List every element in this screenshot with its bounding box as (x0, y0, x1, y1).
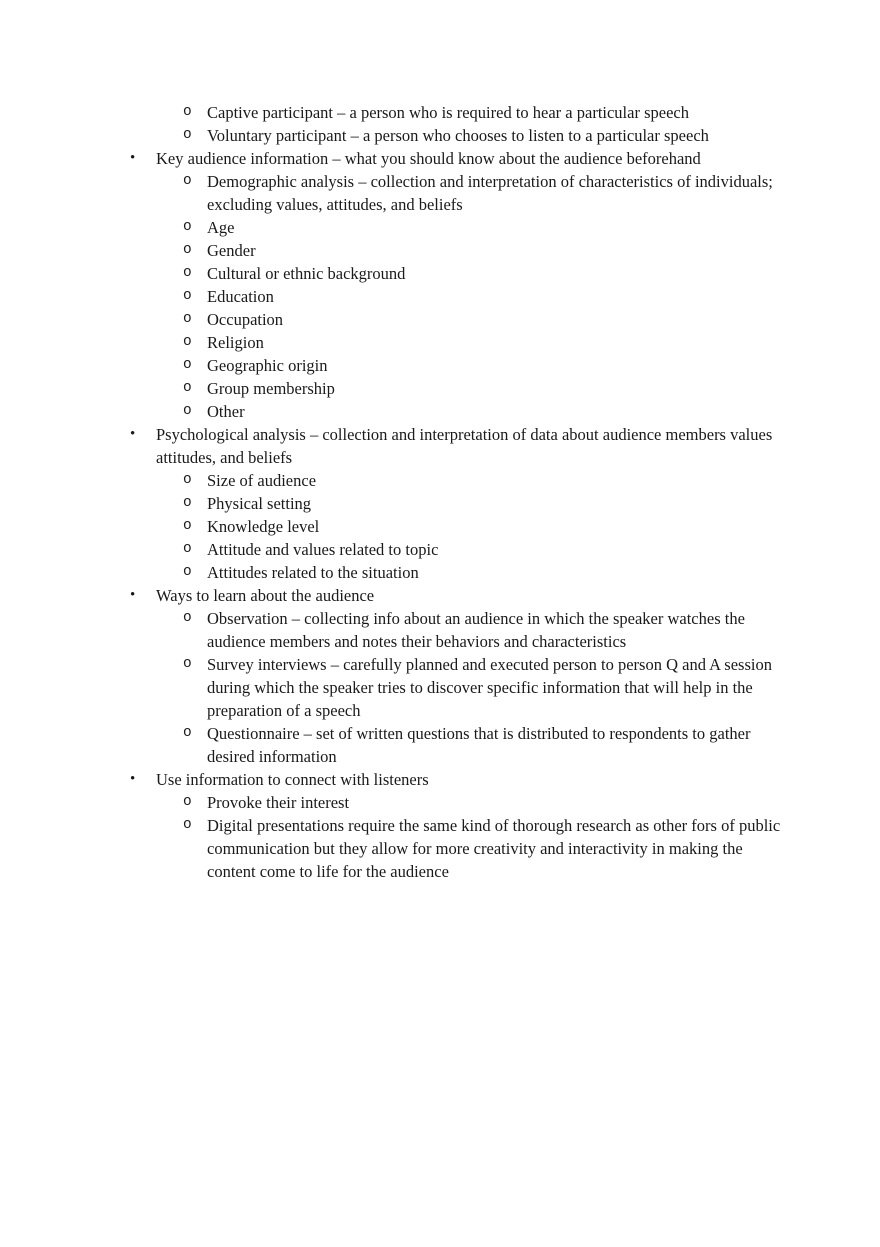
outline-item-text: Other (207, 402, 245, 421)
outline-item-text: Captive participant – a person who is required to hear a particular speech (207, 103, 689, 122)
outline-item (0, 331, 790, 354)
outline-item (0, 285, 790, 308)
outline-list (0, 101, 790, 883)
outline-item (0, 722, 790, 768)
bullet-circle-icon: o (183, 311, 192, 327)
outline-item (0, 607, 790, 653)
outline-item-text: Religion (207, 333, 264, 352)
outline-item-text: Occupation (207, 310, 284, 329)
bullet-circle-icon: o (183, 564, 192, 580)
outline-item (0, 400, 790, 423)
bullet-circle-icon: o (183, 357, 192, 373)
outline-item-text: Observation – collecting info about an audience in which the speaker watches the audience members and notes their behaviors and characteristics (207, 609, 745, 651)
bullet-disc-icon: • (130, 150, 136, 166)
outline-item (0, 262, 790, 285)
outline-item (0, 584, 790, 607)
outline-item-text: Voluntary participant – a person who chooses to listen to a particular speech (207, 126, 709, 145)
outline-item-text: Questionnaire – set of written questions that is distributed to respondents to gather desired information (207, 724, 751, 766)
outline-item (0, 308, 790, 331)
outline-item (0, 239, 790, 262)
bullet-circle-icon: o (183, 104, 192, 120)
outline-item (0, 377, 790, 400)
bullet-circle-icon: o (183, 334, 192, 350)
outline-item-text: Gender (207, 241, 256, 260)
outline-item (0, 791, 790, 814)
bullet-circle-icon: o (183, 288, 192, 304)
bullet-circle-icon: o (183, 403, 192, 419)
bullet-disc-icon: • (130, 587, 136, 603)
outline-item (0, 101, 790, 124)
outline-item (0, 124, 790, 147)
outline-item-text: Knowledge level (207, 517, 320, 536)
bullet-circle-icon: o (183, 242, 192, 258)
outline-item-text: Geographic origin (207, 356, 328, 375)
bullet-circle-icon: o (183, 380, 192, 396)
outline-item-text: Age (207, 218, 235, 237)
bullet-circle-icon: o (183, 656, 192, 672)
outline-item (0, 538, 790, 561)
outline-item-text: Physical setting (207, 494, 312, 513)
outline-item (0, 561, 790, 584)
outline-item (0, 170, 790, 216)
bullet-circle-icon: o (183, 610, 192, 626)
outline-item-text: Education (207, 287, 274, 306)
outline-item-text: Use information to connect with listeners (156, 770, 429, 789)
bullet-circle-icon: o (183, 127, 192, 143)
outline-item (0, 147, 790, 170)
outline-item (0, 354, 790, 377)
bullet-circle-icon: o (183, 265, 192, 281)
outline-item (0, 814, 790, 883)
outline-item (0, 653, 790, 722)
bullet-disc-icon: • (130, 771, 136, 787)
outline-item-text: Cultural or ethnic background (207, 264, 406, 283)
outline-item-text: Demographic analysis – collection and interpretation of characteristics of individuals; excluding values, attitudes, and beliefs (207, 172, 773, 214)
outline-item-text: Size of audience (207, 471, 317, 490)
outline-item-text: Survey interviews – carefully planned and executed person to person Q and A session during which the speaker tries to discover specific information that will help in the preparation of a speech (207, 655, 772, 720)
bullet-circle-icon: o (183, 541, 192, 557)
bullet-circle-icon: o (183, 794, 192, 810)
outline-item-text: Key audience information – what you should know about the audience beforehand (156, 149, 701, 168)
bullet-circle-icon: o (183, 173, 192, 189)
outline-item (0, 423, 790, 469)
outline-item-text: Attitude and values related to topic (207, 540, 439, 559)
outline-item (0, 492, 790, 515)
outline-item (0, 469, 790, 492)
outline-item-text: Psychological analysis – collection and interpretation of data about audience members values attitudes, and beliefs (156, 425, 773, 467)
bullet-circle-icon: o (183, 495, 192, 511)
bullet-circle-icon: o (183, 219, 192, 235)
outline-item-text: Provoke their interest (207, 793, 350, 812)
outline-item-text: Ways to learn about the audience (156, 586, 375, 605)
bullet-circle-icon: o (183, 725, 192, 741)
outline-item (0, 768, 790, 791)
outline-item-text: Attitudes related to the situation (207, 563, 419, 582)
bullet-circle-icon: o (183, 518, 192, 534)
outline-item-text: Digital presentations require the same kind of thorough research as other fors of public communication but they allow for more creativity and interactivity in making the content come to life for the audience (207, 816, 781, 881)
bullet-disc-icon: • (130, 426, 136, 442)
outline-item (0, 515, 790, 538)
bullet-circle-icon: o (183, 472, 192, 488)
bullet-circle-icon: o (183, 817, 192, 833)
outline-item (0, 216, 790, 239)
outline-item-text: Group membership (207, 379, 335, 398)
